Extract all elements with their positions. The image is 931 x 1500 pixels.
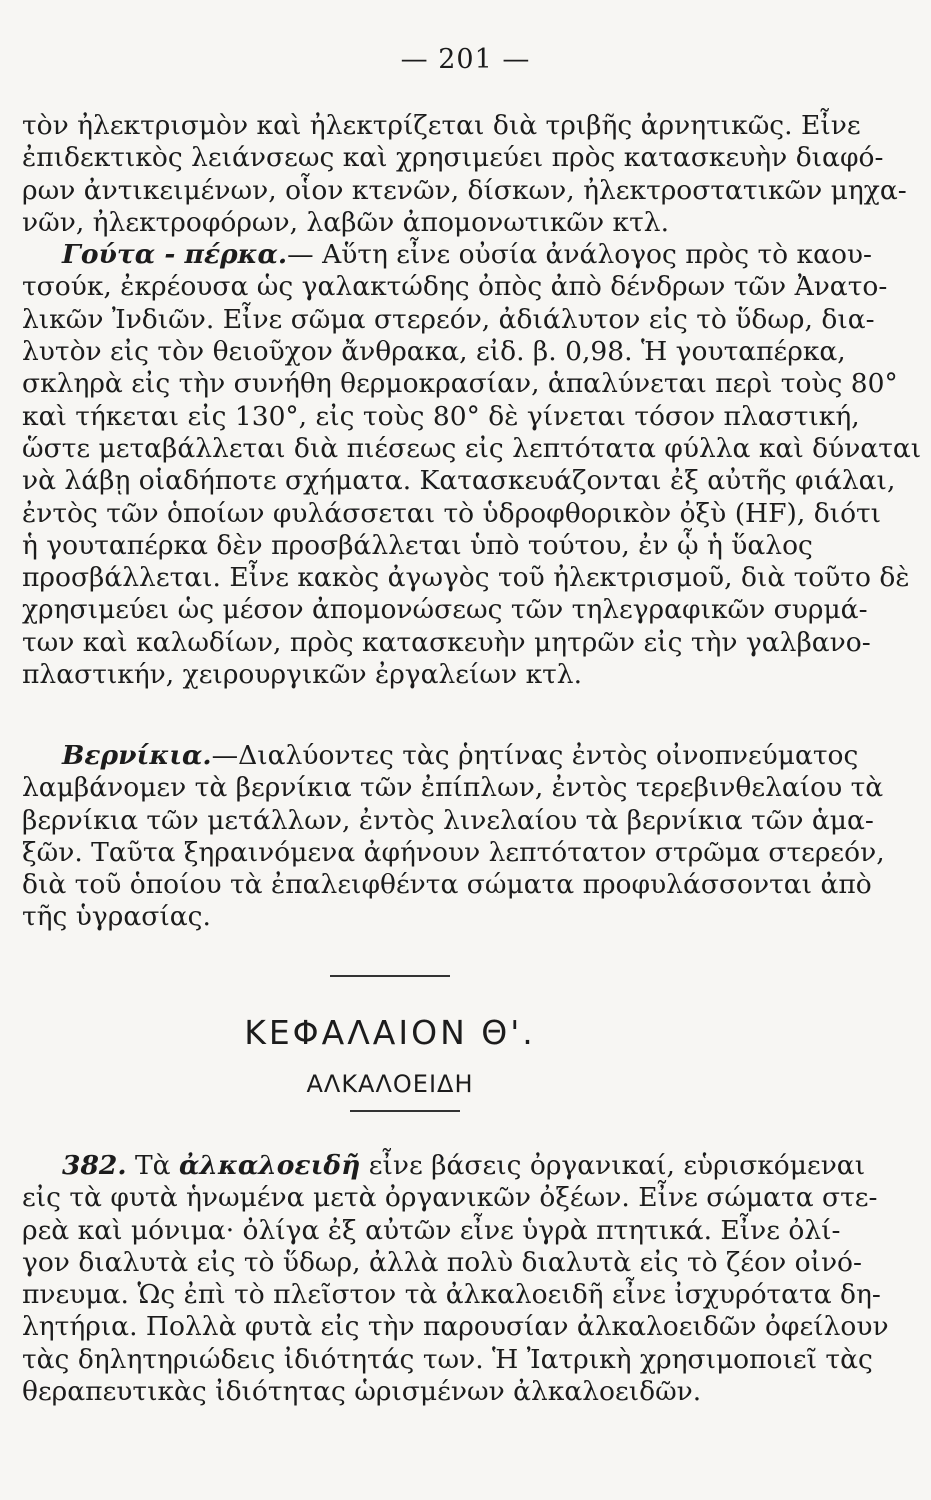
text-line: ἐντὸς τῶν ὁποίων φυλάσσεται τὸ ὑδροφθορικὸν ὀξὺ (HF), διότι <box>22 497 882 529</box>
chapter-title: ΚΕΦΑΛΑΙΟΝ Θ'. <box>244 1013 536 1052</box>
text-line: γον διαλυτὰ εἰς τὸ ὕδωρ, ἀλλὰ πολὺ διαλυτὰ εἰς τὸ ζέον οἰνό- <box>22 1246 862 1278</box>
text-line: ἡ γουταπέρκα δὲν προσβάλλεται ὑπὸ τούτου, ἐν ᾧ ἡ ὕαλος <box>22 529 813 561</box>
text-line: ξῶν. Ταῦτα ξηραινόμενα ἀφήνουν λεπτότατον στρῶμα στερεόν, <box>22 836 885 868</box>
term-continuation: — Αὕτη εἶνε οὐσία ἀνάλογος πρὸς τὸ καου- <box>287 239 872 271</box>
subtitle-underline <box>350 1110 460 1112</box>
section-divider <box>330 975 450 977</box>
paragraph-alkaloids <box>22 1150 889 1408</box>
text-line: τὰς δηλητηριώδεις ἰδιότητάς των. Ἡ Ἰατρικὴ χρησιμοποιεῖ τὰς <box>22 1343 873 1375</box>
paragraph-electrical-insulators <box>22 110 922 691</box>
intro-word: Τὰ <box>134 1150 171 1181</box>
text-line: λαμβάνομεν τὰ βερνίκια τῶν ἐπίπλων, ἐντὸς τερεβινθελαίου τὰ <box>22 772 884 804</box>
chapter-subtitle: ΑΛΚΑΛΟΕΙΔΗ <box>306 1070 474 1098</box>
section-number: 382. <box>62 1150 127 1181</box>
text-line: τὸν ἠλεκτρισμὸν καὶ ἠλεκτρίζεται διὰ τριβῆς ἀρνητικῶς. Εἶνε <box>22 110 861 141</box>
term-continuation: —Διαλύοντες τὰς ῥητίνας ἐντὸς οἰνοπνεύματος <box>211 740 859 771</box>
text-line: λυτὸν εἰς τὸν θειοῦχον ἄνθρακα, εἰδ. β. 0,98. Ἡ γουταπέρκα, <box>22 336 846 368</box>
text-line: προσβάλλεται. Εἶνε κακὸς ἀγωγὸς τοῦ ἠλεκτρισμοῦ, διὰ τοῦτο δὲ <box>22 562 910 594</box>
text-line <box>22 1150 866 1182</box>
text-line: τσούκ, ἐκρέουσα ὡς γαλακτώδης ὀπὸς ἀπὸ δένδρων τῶν Ἀνατο- <box>22 271 888 303</box>
text-line: διὰ τοῦ ὁποίου τὰ ἐπαλειφθέντα σώματα προφυλάσσονται ἀπὸ <box>22 869 872 901</box>
text-line <box>22 740 859 772</box>
paragraph-varnishes <box>22 740 885 934</box>
text-line: λητήρια. Πολλὰ φυτὰ εἰς τὴν παρουσίαν ἀλκαλοειδῶν ὀφείλουν <box>22 1311 889 1343</box>
text-line <box>22 239 872 271</box>
text-line: ἐπιδεκτικὸς λειάνσεως καὶ χρησιμεύει πρὸς κατασκευὴν διαφό- <box>22 142 884 174</box>
text-line: λικῶν Ἰνδιῶν. Εἶνε σῶμα στερεόν, ἀδιάλυτον εἰς τὸ ὕδωρ, δια- <box>22 303 875 335</box>
text-line: θεραπευτικὰς ἰδιότητας ὡρισμένων ἀλκαλοειδῶν. <box>22 1376 702 1408</box>
term-continuation: εἶνε βάσεις ὀργανικαί, εὑρισκόμεναι <box>368 1150 866 1181</box>
text-line: σκληρὰ εἰς τὴν συνήθη θερμοκρασίαν, ἁπαλύνεται περὶ τοὺς 80° <box>22 368 898 400</box>
term-varnishes: Βερνίκια. <box>62 740 212 771</box>
text-line: τῆς ὑγρασίας. <box>22 901 211 933</box>
text-line: εἰς τὰ φυτὰ ἡνωμένα μετὰ ὀργανικῶν ὀξέων. Εἶνε σώματα στε- <box>22 1182 878 1214</box>
term-alkaloids: ἀλκαλοειδῆ <box>179 1150 361 1181</box>
text-line: πνευμα. Ὡς ἐπὶ τὸ πλεῖστον τὰ ἀλκαλοειδῆ εἶνε ἰσχυρότατα δη- <box>22 1279 881 1311</box>
text-line: των καὶ καλωδίων, πρὸς κατασκευὴν μητρῶν εἰς τὴν γαλβανο- <box>22 626 871 658</box>
text-line: καὶ τήκεται εἰς 130°, εἰς τοὺς 80° δὲ γίνεται τόσον πλαστική, <box>22 400 860 432</box>
text-line: ρεὰ καὶ μόνιμα· ὀλίγα ἐξ αὐτῶν εἶνε ὑγρὰ πτητικά. Εἶνε ὀλί- <box>22 1214 841 1246</box>
text-line: νῶν, ἠλεκτροφόρων, λαβῶν ἀπομονωτικῶν κτλ. <box>22 206 669 238</box>
text-line: πλαστικήν, χειρουργικῶν ἐργαλείων κτλ. <box>22 659 583 691</box>
text-line: ρων ἀντικειμένων, οἷον κτενῶν, δίσκων, ἠλεκτροστατικῶν μηχα- <box>22 174 907 206</box>
term-gutta-percha: Γούτα - πέρκα. <box>62 239 288 271</box>
text-line: νὰ λάβῃ οἱαδήποτε σχήματα. Κατασκευάζονται ἐξ αὐτῆς φιάλαι, <box>22 465 896 497</box>
text-line: βερνίκια τῶν μετάλλων, ἐντὸς λινελαίου τὰ βερνίκια τῶν ἁμα- <box>22 804 874 836</box>
text-line: ὥστε μεταβάλλεται διὰ πιέσεως εἰς λεπτότατα φύλλα καὶ δύναται <box>22 432 922 464</box>
text-line: χρησιμεύει ὡς μέσον ἀπομονώσεως τῶν τηλεγραφικῶν συρμά- <box>22 594 868 626</box>
page-number: — 201 — <box>400 44 531 75</box>
